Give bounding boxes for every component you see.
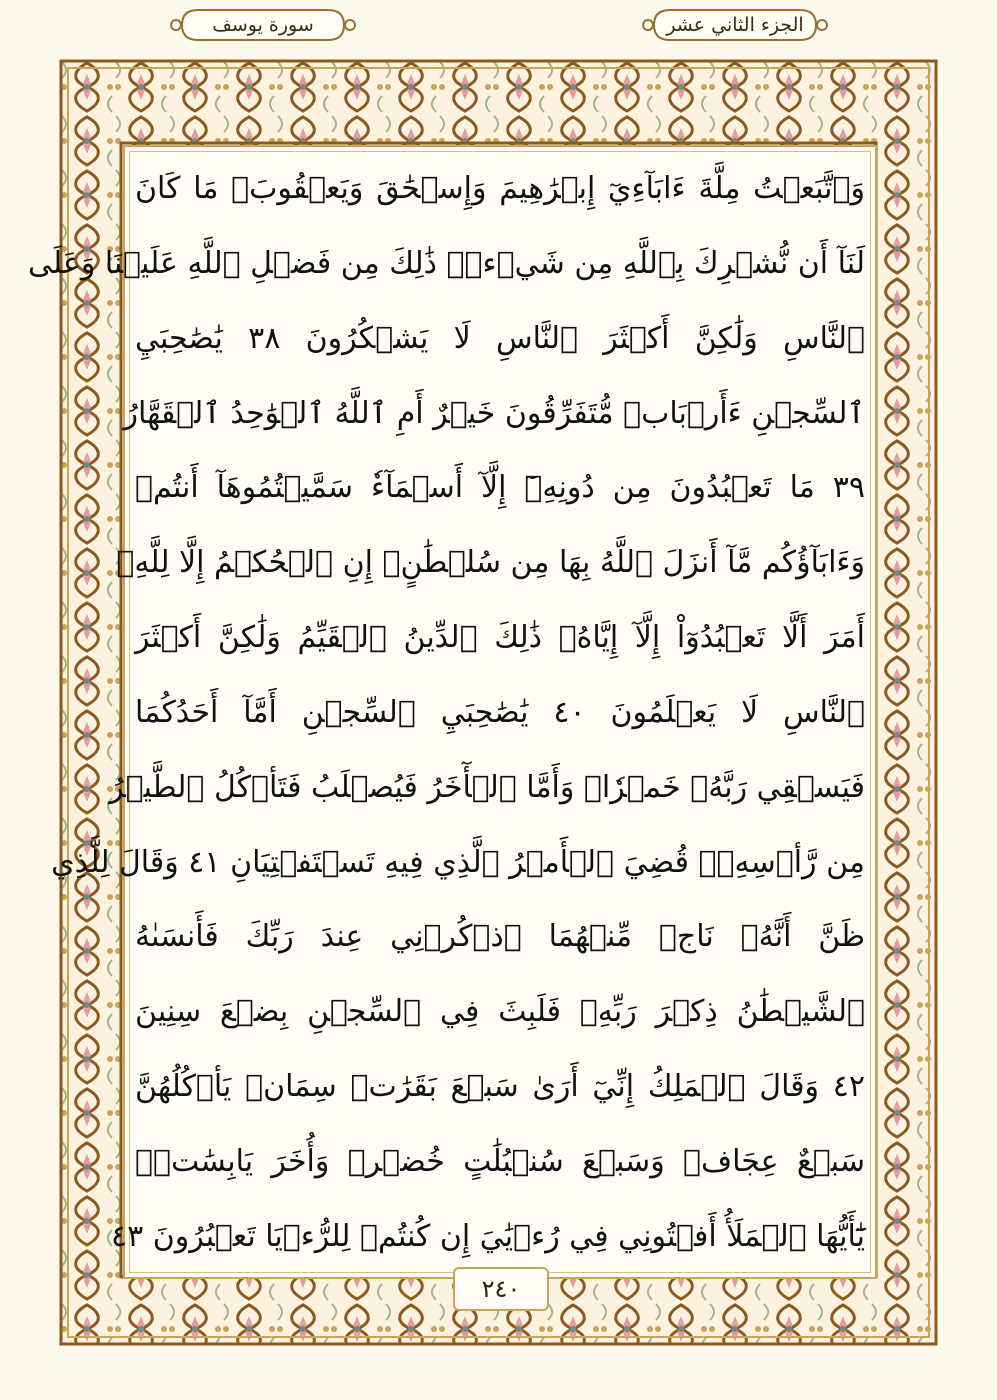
verse-line: ٱلنَّاسِ وَلَٰكِنَّ أَكۡثَرَ ٱلنَّاسِ لَا يَشۡكُرُونَ ٣٨ يَٰصَٰحِبَيِ — [135, 320, 865, 356]
verse-line: ٤٢ وَقَالَ ٱلۡمَلِكُ إِنِّيٓ أَرَىٰ سَبۡعَ بَقَرَٰتٖ سِمَانٖ يَأۡكُلُهُنَّ — [135, 1069, 865, 1105]
verse-line: سَبۡعٌ عِجَافٞ وَسَبۡعَ سُنۢبُلَٰتٍ خُضۡرٖ وَأُخَرَ يَابِسَٰتٖۖ — [135, 1143, 865, 1179]
juz-name-plaque — [640, 6, 830, 44]
surah-name-plaque — [168, 6, 358, 44]
surah-name: سورة يوسف — [212, 14, 314, 36]
quran-text-panel — [28, 145, 877, 1279]
verse-line: ظَنَّ أَنَّهُۥ نَاجٖ مِّنۡهُمَا ٱذۡكُرۡنِي عِندَ رَبِّكَ فَأَنسَىٰهُ — [135, 919, 865, 955]
verse-line: لَنَآ أَن نُّشۡرِكَ بِٱللَّهِ مِن شَيۡءٖۚ ذَٰلِكَ مِن فَضۡلِ ٱللَّهِ عَلَيۡنَا وَعَلَى — [28, 245, 865, 281]
verse-line: فَيَسۡقِي رَبَّهُۥ خَمۡرٗاۖ وَأَمَّا ٱلۡأٓخَرُ فَيُصۡلَبُ فَتَأۡكُلُ ٱلطَّيۡرُ — [109, 769, 865, 805]
verse-line: أَمَرَ أَلَّا تَعۡبُدُوٓاْ إِلَّآ إِيَّاهُۚ ذَٰلِكَ ٱلدِّينُ ٱلۡقَيِّمُ وَلَٰكِنَّ أَكۡثَرَ — [135, 620, 865, 656]
page-number-box — [453, 1267, 549, 1311]
page-number: ٢٤٠ — [481, 1275, 521, 1303]
verse-lines — [28, 159, 866, 1267]
verse-line: مِن رَّأۡسِهِۦۚ قُضِيَ ٱلۡأَمۡرُ ٱلَّذِي فِيهِ تَسۡتَفۡتِيَانِ ٤١ وَقَالَ لِلَّذِي — [51, 844, 865, 880]
verse-line: ٱلشَّيۡطَٰنُ ذِكۡرَ رَبِّهِۦ فَلَبِثَ فِي ٱلسِّجۡنِ بِضۡعَ سِنِينَ — [135, 994, 865, 1030]
verse-line: ٱلنَّاسِ لَا يَعۡلَمُونَ ٤٠ يَٰصَٰحِبَيِ ٱلسِّجۡنِ أَمَّآ أَحَدُكُمَا — [135, 694, 866, 730]
verse-line: وَٱتَّبَعۡتُ مِلَّةَ ءَابَآءِيٓ إِبۡرَٰهِيمَ وَإِسۡحَٰقَ وَيَعۡقُوبَۚ مَا كَانَ — [135, 171, 865, 206]
verse-line: يَٰٓأَيُّهَا ٱلۡمَلَأُ أَفۡتُونِي فِي رُءۡيَٰيَ إِن كُنتُمۡ لِلرُّءۡيَا تَعۡبُرُونَ ٤٣ — [110, 1218, 865, 1254]
verse-line: ٣٩ مَا تَعۡبُدُونَ مِن دُونِهِۦٓ إِلَّآ أَسۡمَآءٗ سَمَّيۡتُمُوهَآ أَنتُمۡ — [135, 470, 865, 506]
verse-line: ٱلسِّجۡنِ ءَأَرۡبَابٞ مُّتَفَرِّقُونَ خَيۡرٌ أَمِ ٱللَّهُ ٱلۡوَٰحِدُ ٱلۡقَهَّارُ — [123, 395, 865, 431]
juz-name: الجزء الثاني عشر — [666, 14, 804, 36]
verse-line: وَءَابَآؤُكُم مَّآ أَنزَلَ ٱللَّهُ بِهَا مِن سُلۡطَٰنٍۚ إِنِ ٱلۡحُكۡمُ إِلَّا لِلَّهِۚ — [116, 545, 865, 581]
